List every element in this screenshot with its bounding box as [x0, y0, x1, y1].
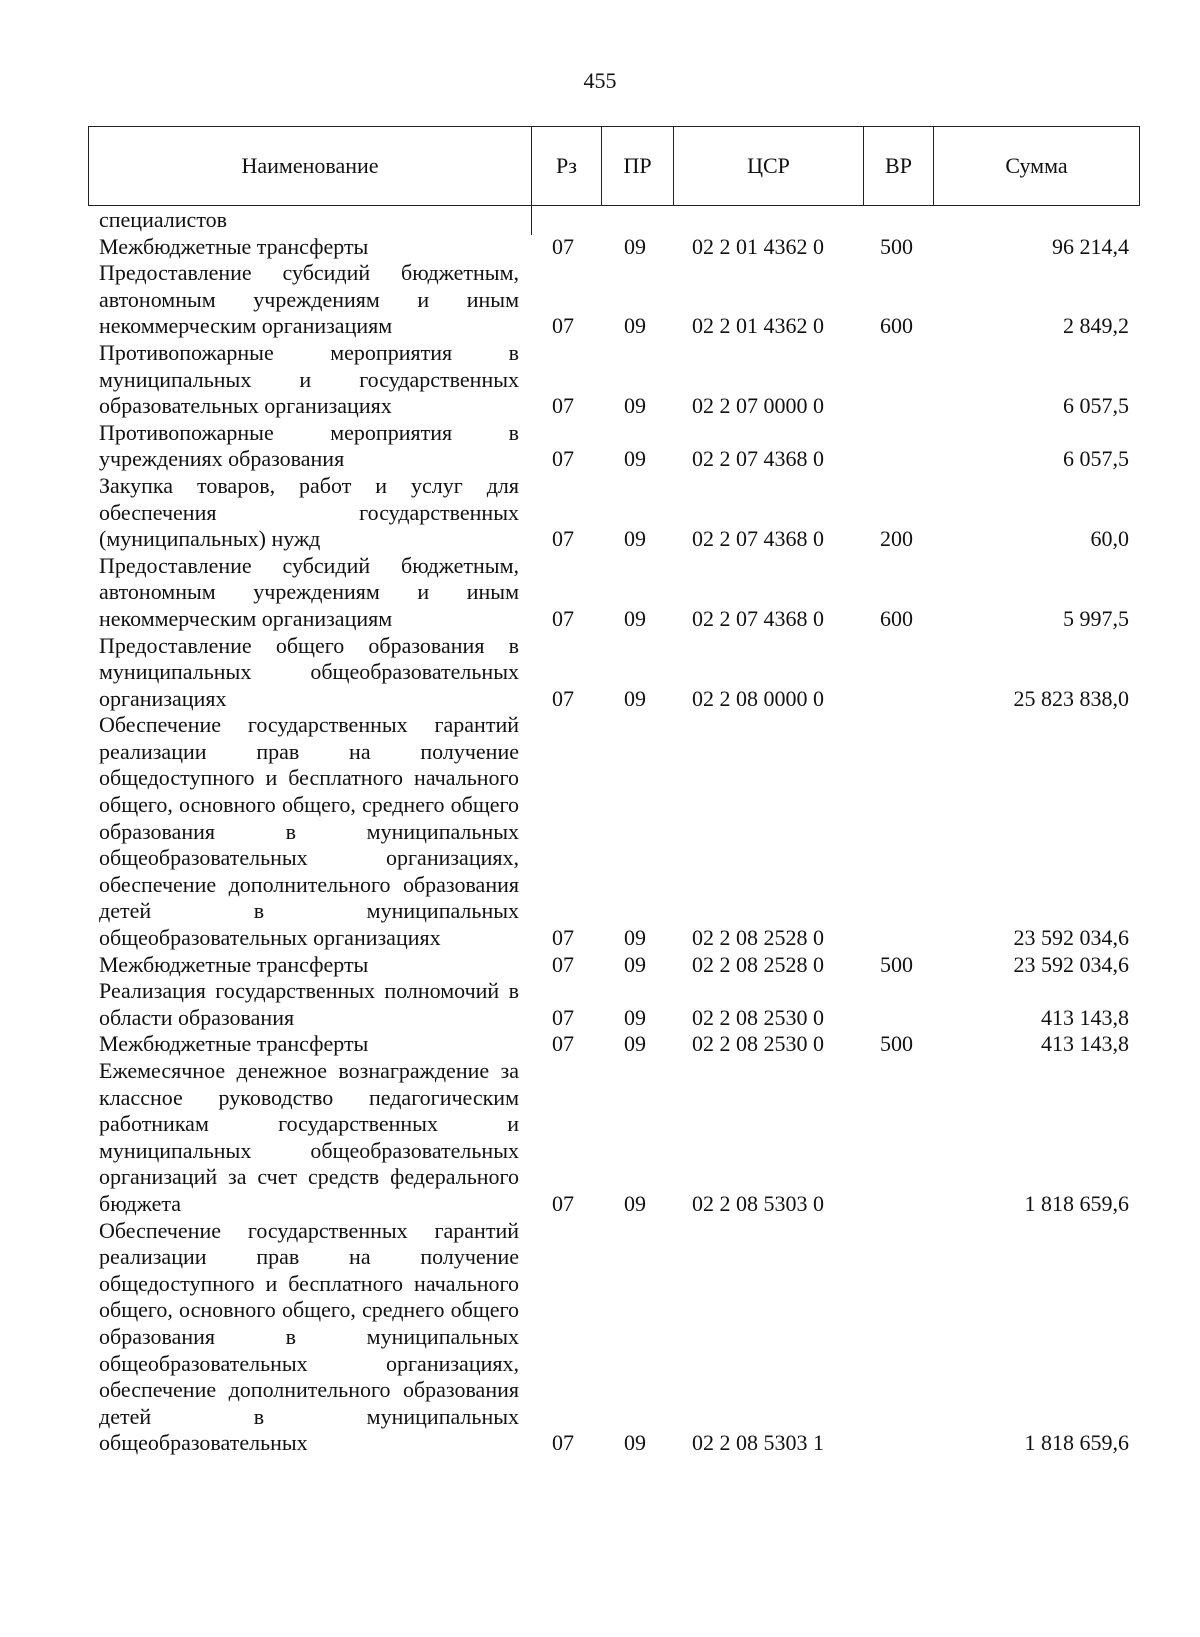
table-row — [99, 1058, 1139, 1218]
row-rz: 07 — [552, 1031, 574, 1057]
row-rz: 07 — [552, 685, 574, 711]
table-row — [99, 234, 1139, 261]
row-vr: 200 — [880, 526, 913, 552]
row-csr: 02 2 01 4362 0 — [692, 313, 824, 339]
row-name: Противопожарные мероприятия в учреждениях образования — [99, 419, 519, 472]
row-pr: 09 — [624, 685, 646, 711]
row-vr: 600 — [880, 605, 913, 631]
row-rz: 07 — [552, 526, 574, 552]
table-body — [99, 207, 1139, 1457]
row-pr: 09 — [624, 313, 646, 339]
row-sum: 1 818 659,6 — [1024, 1430, 1129, 1456]
table-row — [99, 712, 1139, 951]
row-name: Ежемесячное денежное вознаграждение за классное руководство педагогическим работникам государственных и муниципальных общеобразовательных организаций за счет средств федерального бюджета — [99, 1058, 519, 1216]
row-rz: 07 — [552, 1430, 574, 1456]
row-pr: 09 — [624, 1430, 646, 1456]
row-name: Предоставление общего образования в муниципальных общеобразовательных организациях — [99, 632, 519, 711]
row-sum: 413 143,8 — [1041, 1004, 1129, 1030]
column-header-vr: ВР — [864, 127, 934, 205]
row-vr: 500 — [880, 951, 913, 977]
row-csr: 02 2 07 4368 0 — [692, 526, 824, 552]
row-rz: 07 — [552, 925, 574, 951]
row-csr: 02 2 08 2528 0 — [692, 951, 824, 977]
table-row — [99, 340, 1139, 420]
row-csr: 02 2 07 4368 0 — [692, 605, 824, 631]
row-name: Обеспечение государственных гарантий реализации прав на получение общедоступного и бесплатного начального общего, основного общего, среднего общего образования в муниципальных общеобразовательных организациях, обеспечение дополнительного образования детей в муниципальных общеобразовательных организациях — [99, 712, 519, 951]
row-name: Предоставление субсидий бюджетным, автономным учреждениям и иным некоммерческим организациям — [99, 552, 519, 631]
row-pr: 09 — [624, 393, 646, 419]
row-rz: 07 — [552, 446, 574, 472]
row-name: Межбюджетные трансферты — [99, 1031, 369, 1057]
row-sum: 5 997,5 — [1063, 605, 1129, 631]
row-rz: 07 — [552, 393, 574, 419]
table-row — [99, 260, 1139, 340]
row-rz: 07 — [552, 1004, 574, 1030]
row-sum: 60,0 — [1090, 526, 1129, 552]
row-name: Межбюджетные трансферты — [99, 951, 369, 977]
row-sum: 2 849,2 — [1063, 313, 1129, 339]
row-csr: 02 2 08 5303 0 — [692, 1190, 824, 1216]
table-row — [99, 420, 1139, 473]
row-csr: 02 2 08 2530 0 — [692, 1004, 824, 1030]
row-csr: 02 2 07 0000 0 — [692, 393, 824, 419]
row-rz: 07 — [552, 951, 574, 977]
row-rz: 07 — [552, 605, 574, 631]
row-pr: 09 — [624, 605, 646, 631]
table-row — [99, 1031, 1139, 1058]
table-row — [99, 978, 1139, 1031]
row-pr: 09 — [624, 951, 646, 977]
row-sum: 23 592 034,6 — [1013, 925, 1129, 951]
row-pr: 09 — [624, 925, 646, 951]
column-header-csr: ЦСР — [674, 127, 864, 205]
row-pr: 09 — [624, 1004, 646, 1030]
row-pr: 09 — [624, 233, 646, 259]
row-name: Межбюджетные трансферты — [99, 233, 369, 259]
row-csr: 02 2 01 4362 0 — [692, 233, 824, 259]
table-row — [99, 1218, 1139, 1457]
row-sum: 23 592 034,6 — [1013, 951, 1129, 977]
row-name: Предоставление субсидий бюджетным, автономным учреждениям и иным некоммерческим организациям — [99, 260, 519, 339]
table-row — [99, 952, 1139, 979]
row-pr: 09 — [624, 1190, 646, 1216]
row-sum: 25 823 838,0 — [1013, 685, 1129, 711]
row-name: Обеспечение государственных гарантий реализации прав на получение общедоступного и бесплатного начального общего, основного общего, среднего общего образования в муниципальных общеобразовательных организациях, обеспечение дополнительного образования детей в муниципальных общеобразовательных — [99, 1217, 519, 1456]
row-csr: 02 2 08 5303 1 — [692, 1430, 824, 1456]
column-header-sum: Сумма — [1005, 153, 1068, 178]
row-csr: 02 2 08 2528 0 — [692, 925, 824, 951]
row-vr: 500 — [880, 233, 913, 259]
table-header — [88, 126, 1140, 206]
row-csr: 02 2 07 4368 0 — [692, 446, 824, 472]
row-csr: 02 2 08 2530 0 — [692, 1031, 824, 1057]
row-pr: 09 — [624, 1031, 646, 1057]
row-vr: 600 — [880, 313, 913, 339]
table-row — [99, 553, 1139, 633]
row-sum: 96 214,4 — [1052, 233, 1129, 259]
row-sum: 6 057,5 — [1063, 393, 1129, 419]
row-sum: 413 143,8 — [1041, 1031, 1129, 1057]
page-number: 455 — [583, 68, 617, 93]
row-csr: 02 2 08 0000 0 — [692, 685, 824, 711]
row-name: Реализация государственных полномочий в области образования — [99, 978, 519, 1030]
table-row — [99, 633, 1139, 713]
row-pr: 09 — [624, 446, 646, 472]
row-vr: 500 — [880, 1031, 913, 1057]
row-sum: 6 057,5 — [1063, 446, 1129, 472]
row-sum: 1 818 659,6 — [1024, 1190, 1129, 1216]
row-name: специалистов — [99, 207, 228, 232]
row-pr: 09 — [624, 526, 646, 552]
column-header-pr: ПР — [602, 127, 674, 205]
row-rz: 07 — [552, 233, 574, 259]
table-row — [99, 207, 1139, 234]
column-header-rz: Рз — [532, 127, 602, 205]
row-name: Закупка товаров, работ и услуг для обеспечения государственных (муниципальных) нужд — [99, 472, 519, 552]
row-rz: 07 — [552, 313, 574, 339]
row-rz: 07 — [552, 1190, 574, 1216]
column-header-name: Наименование — [89, 127, 532, 205]
table-row — [99, 473, 1139, 553]
row-name: Противопожарные мероприятия в муниципальных и государственных образовательных организациях — [99, 339, 519, 419]
